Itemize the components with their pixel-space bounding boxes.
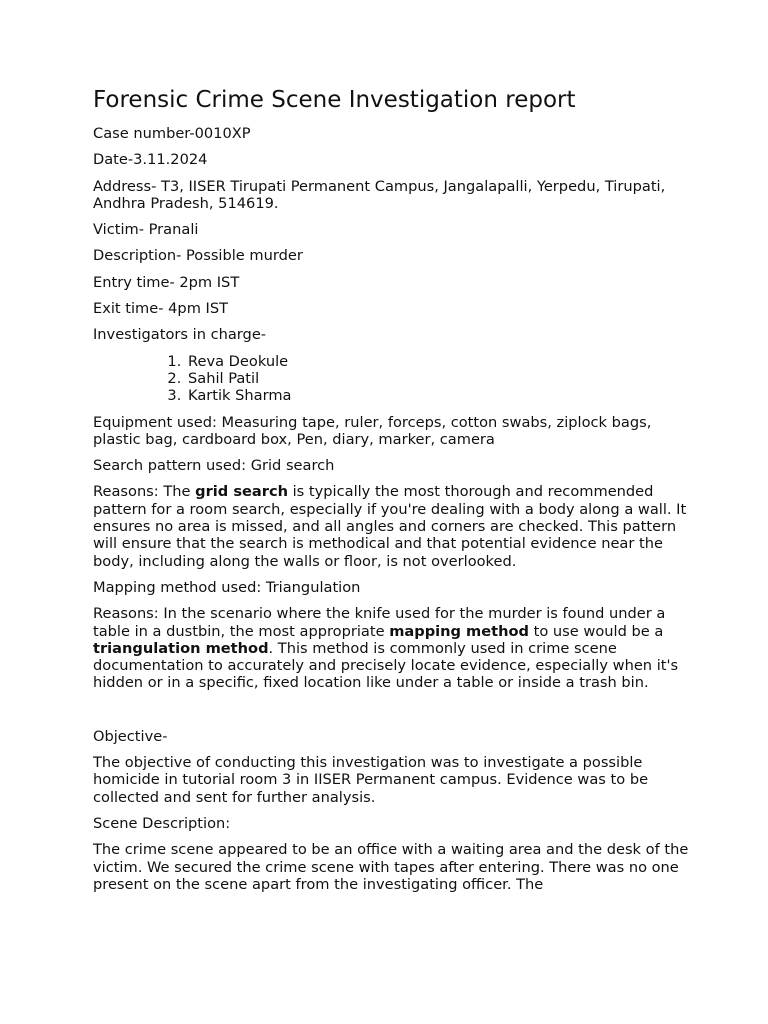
list-item: 2. Sahil Patil — [186, 370, 693, 387]
case-number: Case number-0010XP — [93, 125, 251, 142]
case-description: Description- Possible murder — [93, 247, 303, 265]
mapping-reasons-part1: Reasons: In the scenario where the knife used for the murder is found under a table in a dustbin, the most appropriate — [93, 605, 666, 640]
investigators-label: Investigators in charge- — [93, 326, 267, 344]
entry-time: Entry time- 2pm IST — [93, 273, 240, 291]
list-item: 3. Kartik Sharma — [186, 387, 693, 404]
search-pattern: Search pattern used: Grid search — [93, 457, 335, 475]
search-reasons-suffix: is typically the most thorough and recommended pattern for a room search, especially if you're dealing with a body along a wall. It ensures no area is missed, and all angles and corners are checked. This pattern will ensure that the search is methodical and that potential evidence near the body, including along the walls or floor, is not overlooked. — [93, 483, 687, 570]
search-reasons-bold: grid search — [195, 483, 288, 501]
objective-text: The objective of conducting this investigation was to investigate a possible homicide in tutorial room 3 in IISER Permanent campus. Evidence was to be collected and sent for further analysis. — [93, 754, 649, 806]
search-reasons-prefix: Reasons: The — [93, 483, 196, 501]
mapping-reasons-part3: . This method is commonly used in crime scene documentation to accurately and precisely locate evidence, especially when it's hidden or in a specific, fixed location like under a table or inside a trash bin. — [93, 639, 679, 692]
mapping-reasons — [93, 605, 693, 691]
blank-line — [93, 701, 693, 728]
list-item: 1. Reva Deokule — [186, 353, 693, 370]
victim: Victim- Pranali — [93, 221, 199, 239]
mapping-reasons-part2: to use would be a — [529, 622, 664, 640]
report-body — [93, 86, 693, 902]
mapping-reasons-bold1: mapping method — [389, 622, 529, 640]
search-reasons — [93, 483, 693, 569]
scene-text: The crime scene appeared to be an office with a waiting area and the desk of the victim. We secured the crime scene with tapes after entering. There was no one present on the scene apart from the investigating officer. The — [93, 841, 689, 893]
mapping-method: Mapping method used: Triangulation — [93, 578, 361, 596]
investigators-list — [93, 353, 693, 405]
report-date: Date-3.11.2024 — [93, 151, 208, 169]
objective-label: Objective- — [93, 727, 168, 745]
report-title: Forensic Crime Scene Investigation report — [93, 87, 576, 113]
scene-label: Scene Description: — [93, 814, 231, 832]
exit-time: Exit time- 4pm IST — [93, 300, 229, 318]
address: Address- T3, IISER Tirupati Permanent Campus, Jangalapalli, Yerpedu, Tirupati, Andhra Pradesh, 514619. — [93, 177, 666, 212]
equipment-used: Equipment used: Measuring tape, ruler, forceps, cotton swabs, ziplock bags, plastic bag, cardboard box, Pen, diary, marker, camera — [93, 413, 652, 448]
mapping-reasons-bold2: triangulation method — [93, 639, 269, 657]
